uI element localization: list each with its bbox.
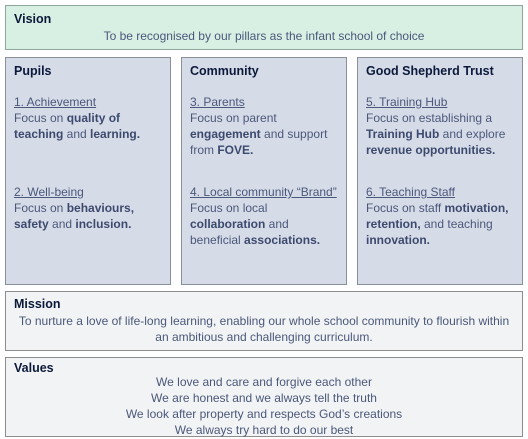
vision-panel <box>5 5 523 50</box>
pillar-heading: Pupils <box>14 64 52 78</box>
pillar-item: 3. Parents Focus on parent engagement and support from FOVE. <box>190 94 342 158</box>
values-heading: Values <box>14 361 54 375</box>
pillar-item-title: 4. Local community “Brand” <box>190 185 337 199</box>
values-line: We look after property and respects God’s creations <box>125 407 403 421</box>
pillar-item-title: 5. Training Hub <box>366 95 448 109</box>
values-panel <box>5 357 523 437</box>
pillar-community <box>181 57 347 285</box>
pillar-pupils <box>5 57 171 285</box>
pillar-item: 2. Well-being Focus on behaviours, safety and inclusion. <box>14 184 166 232</box>
pillar-item-title: 1. Achievement <box>14 95 97 109</box>
pillar-heading: Community <box>190 64 259 78</box>
vision-heading: Vision <box>14 12 52 26</box>
values-line: We are honest and we always tell the truth <box>151 391 377 405</box>
pillar-heading: Good Shepherd Trust <box>366 64 494 78</box>
pillar-item: 1. Achievement Focus on quality of teaching and learning. <box>14 94 166 142</box>
values-line: We love and care and forgive each other <box>156 375 372 389</box>
pillar-item: 4. Local community “Brand” Focus on local collaboration and beneficial associations. <box>190 184 342 248</box>
mission-text-line: an ambitious and challenging curriculum. <box>155 330 373 344</box>
pillar-item-title: 6. Teaching Staff <box>366 185 455 199</box>
mission-heading: Mission <box>14 297 61 311</box>
pillar-item-title: 2. Well-being <box>14 185 84 199</box>
pillar-item: 5. Training Hub Focus on establishing a Training Hub and explore revenue opportunities. <box>366 94 518 158</box>
vision-text: To be recognised by our pillars as the infant school of choice <box>103 29 425 43</box>
mission-text-line: To nurture a love of life-long learning, enabling our whole school community to flourish within <box>18 314 510 328</box>
mission-panel <box>5 291 523 351</box>
pillar-item: 6. Teaching Staff Focus on staff motivation, retention, and teaching innovation. <box>366 184 518 248</box>
pillar-good-shepherd-trust <box>357 57 523 285</box>
values-line: We always try hard to do our best <box>174 423 354 437</box>
pillar-item-title: 3. Parents <box>190 95 245 109</box>
